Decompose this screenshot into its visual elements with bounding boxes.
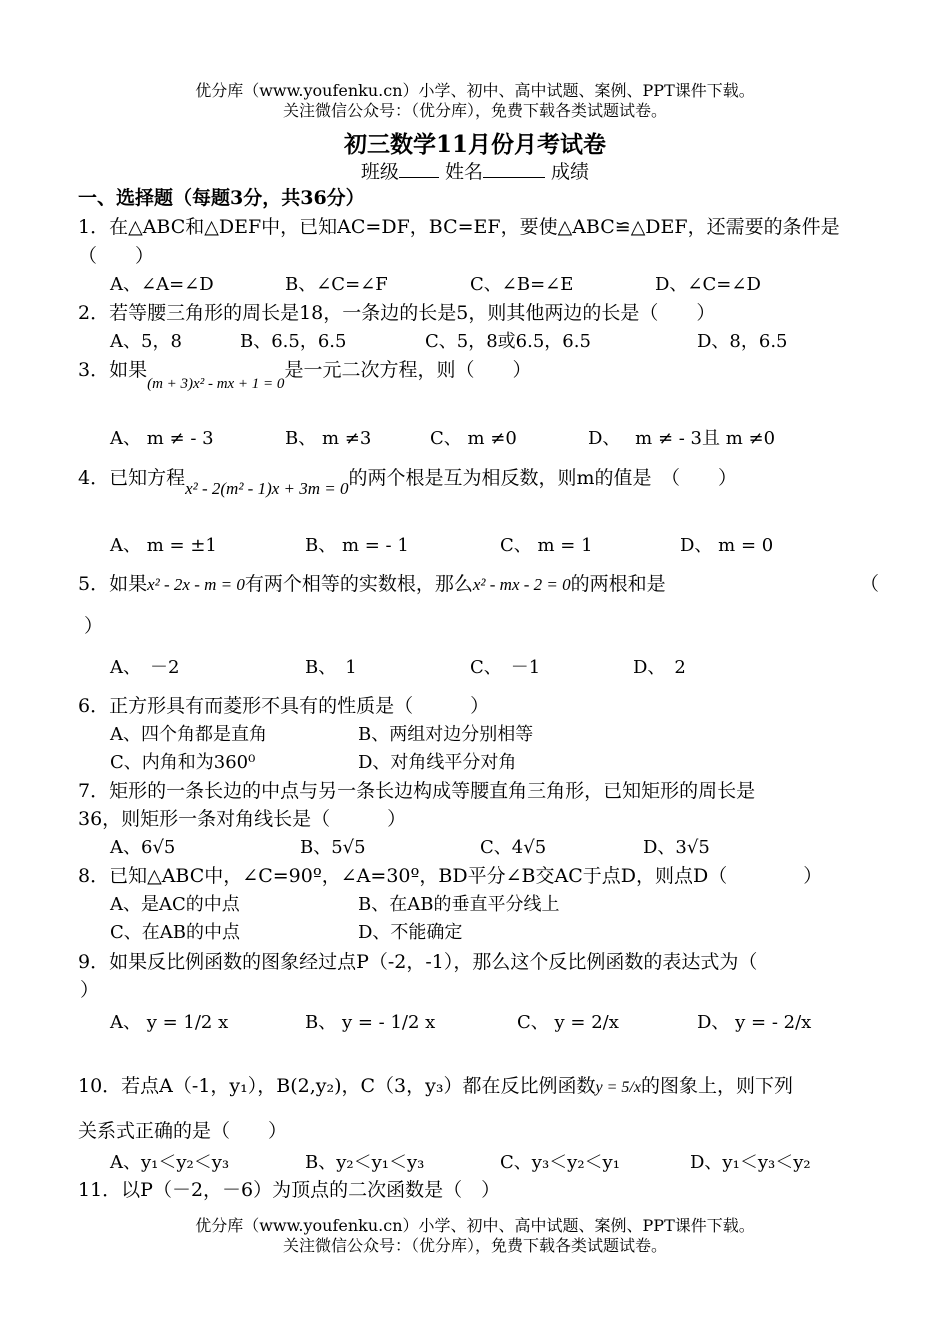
q7-option-d: D、3√5 (643, 837, 710, 858)
q10-option-a: A、y₁＜y₂＜y₃ (110, 1152, 230, 1173)
q5-paren-open: （ (860, 573, 880, 595)
footer-line-1: 优分库（www.youfenku.cn）小学、初中、高中试题、案例、PPT课件下载。 (195, 1216, 755, 1235)
q7-stem: 7．矩形的一条长边的中点与另一条长边构成等腰直角三角形，已知矩形的周长是 (78, 780, 756, 802)
q10-option-b: B、y₂＜y₁＜y₃ (305, 1152, 425, 1173)
q5-option-c: C、 －1 (470, 657, 541, 678)
header-line-1: 优分库（www.youfenku.cn）小学、初中、高中试题、案例、PPT课件下载。 (195, 81, 755, 100)
q7-stem-cont: 36，则矩形一条对角线长是（ ） (78, 808, 407, 830)
q10-stem-cont: 关系式正确的是（ ） (78, 1120, 288, 1142)
q1-option-c: C、∠B=∠E (470, 274, 574, 295)
q3-option-b: B、 m ≠3 (285, 428, 372, 449)
q10-option-c: C、y₃＜y₂＜y₁ (500, 1152, 620, 1173)
q3-option-c: C、 m ≠0 (430, 428, 517, 449)
q5-mid: 有两个相等的实数根，那么 (244, 573, 473, 595)
q1-option-a: A、∠A=∠D (110, 274, 214, 295)
q4-stem (78, 463, 738, 498)
q1-option-d: D、∠C=∠D (655, 274, 761, 295)
q8-option-a: A、是AC的中点 (110, 894, 240, 915)
footer-line-2: 关注微信公众号：（优分库），免费下载各类试题试卷。 (282, 1236, 667, 1255)
q4-post: 的两个根是互为相反数，则m的值是 （ ） (348, 467, 738, 489)
q3-pre: 3．如果 (78, 359, 148, 381)
score-label: 成绩 (551, 161, 590, 183)
q5-equation-2: x² - mx - 2 = 0 (472, 575, 571, 594)
q4-option-c: C、 m = 1 (500, 535, 593, 556)
q5-pre: 5．如果 (78, 573, 148, 595)
q2-option-d: D、8，6.5 (697, 331, 788, 352)
q5-equation-1: x² - 2x - m = 0 (147, 575, 245, 594)
q2-option-a: A、5，8 (110, 331, 182, 352)
q6-option-d: D、对角线平分对角 (358, 752, 517, 773)
q8-option-b: B、在AB的垂直平分线上 (358, 894, 560, 915)
q7-option-a: A、6√5 (110, 837, 176, 858)
q6-option-a: A、四个角都是直角 (110, 724, 267, 745)
q5-option-d: D、 2 (633, 657, 686, 678)
class-blank[interactable] (399, 177, 439, 178)
q5-post: 的两根和是 (570, 573, 666, 595)
section-heading: 一、选择题（每题3分，共36分） (78, 187, 365, 209)
q5-paren-close: ） (84, 615, 104, 637)
name-label: 姓名 (444, 161, 483, 183)
page-title: 初三数学11月份月考试卷 (343, 131, 606, 158)
q9-option-b: B、 y = - 1/2 x (305, 1012, 436, 1033)
q8-stem: 8．已知△ABC中，∠C=90º，∠A=30º，BD平分∠B交AC于点D，则点D（ ） (78, 865, 823, 887)
q8-option-d: D、不能确定 (358, 922, 463, 943)
name-blank[interactable] (483, 177, 545, 178)
q3-equation: (m + 3)x² - mx + 1 = 0 (147, 376, 285, 392)
q1-option-b: B、∠C=∠F (285, 274, 388, 295)
q2-stem: 2．若等腰三角形的周长是18，一条边的长是5，则其他两边的长是（ ） (78, 302, 716, 324)
q10-stem (78, 1071, 793, 1098)
q10-pre: 10．若点A（-1，y₁），B(2,y₂)，C（3，y₃）都在反比例函数 (78, 1075, 596, 1097)
q6-stem: 6．正方形具有而菱形不具有的性质是（ ） (78, 695, 490, 717)
q9-option-a: A、 y = 1/2 x (110, 1012, 229, 1033)
q9-option-d: D、 y = - 2/x (697, 1012, 812, 1033)
q6-option-c: C、内角和为360⁰ (110, 752, 256, 773)
q8-option-c: C、在AB的中点 (110, 922, 240, 943)
q1-stem: 1．在△ABC和△DEF中，已知AC=DF，BC=EF，要使△ABC≌△DEF，还需要的条件是 (78, 216, 840, 238)
q7-option-b: B、5√5 (300, 837, 366, 858)
q4-option-b: B、 m = - 1 (305, 535, 409, 556)
header-line-2: 关注微信公众号：（优分库），免费下载各类试题试卷。 (282, 101, 667, 120)
q10-post: 的图象上，则下列 (640, 1075, 793, 1097)
q6-option-b: B、两组对边分别相等 (358, 724, 534, 745)
q5-stem (78, 569, 666, 596)
student-info (0, 157, 950, 184)
q4-equation: x² - 2(m² - 1)x + 3m = 0 (185, 479, 349, 498)
q2-option-b: B、6.5，6.5 (240, 331, 347, 352)
q9-option-c: C、 y = 2/x (517, 1012, 619, 1033)
q3-option-d: D、 m ≠ - 3且 m ≠0 (588, 428, 776, 449)
q4-pre: 4．已知方程 (78, 467, 186, 489)
q2-option-c: C、5，8或6.5，6.5 (425, 331, 591, 352)
q4-option-d: D、 m = 0 (680, 535, 774, 556)
q7-option-c: C、4√5 (480, 837, 547, 858)
q11-stem: 11．以P（－2，－6）为顶点的二次函数是（ ） (78, 1179, 501, 1201)
q3-option-a: A、 m ≠ - 3 (110, 428, 214, 449)
class-label: 班级 (360, 161, 399, 183)
q10-function: y = 5/x (595, 1079, 641, 1096)
q5-option-b: B、 1 (305, 657, 357, 678)
q3-stem (78, 355, 532, 392)
q9-stem: 9．如果反比例函数的图象经过点P（-2，-1），那么这个反比例函数的表达式为（ (78, 951, 758, 973)
q4-option-a: A、 m = ±1 (110, 535, 217, 556)
q9-stem-cont: ） (80, 979, 100, 1001)
q5-option-a: A、 －2 (110, 657, 180, 678)
q10-option-d: D、y₁＜y₃＜y₂ (690, 1152, 811, 1173)
q1-stem-cont: （ ） (78, 245, 155, 267)
q3-post: 是一元二次方程，则（ ） (284, 359, 532, 381)
